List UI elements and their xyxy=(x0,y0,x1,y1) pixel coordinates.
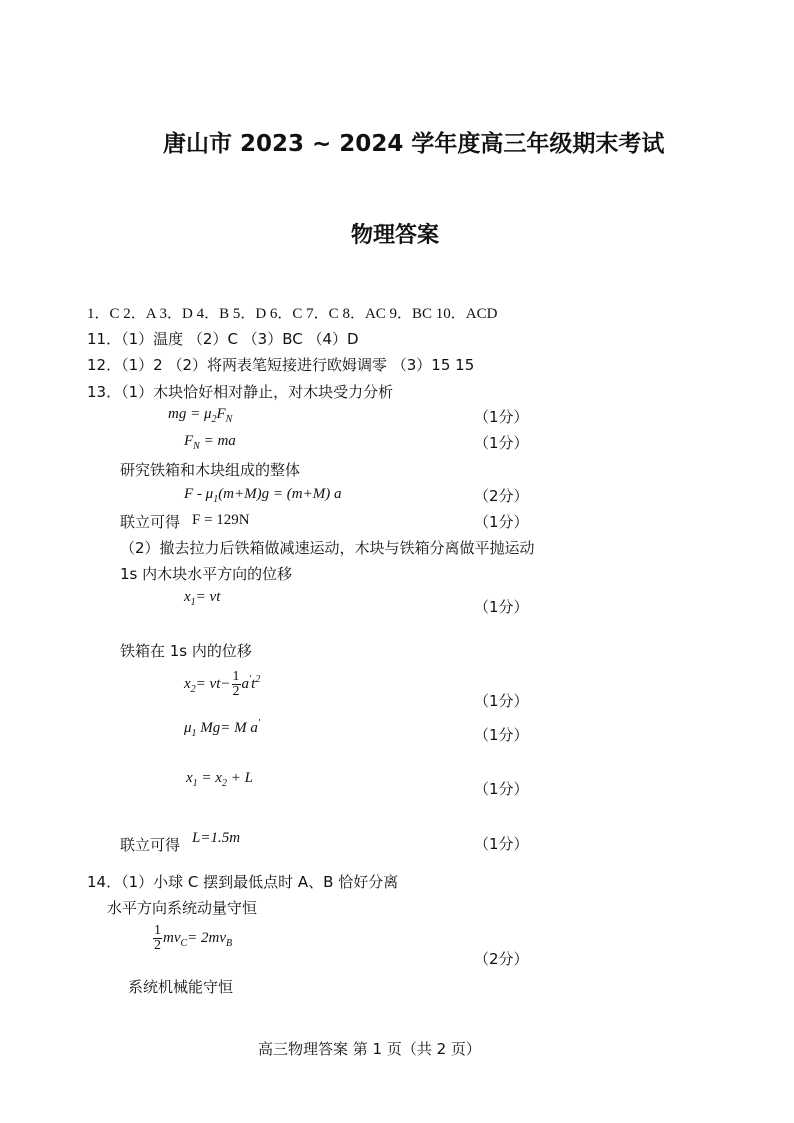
page-subtitle: 物理答案 xyxy=(351,223,440,248)
formula-whole-system: $F - \mu_1(m+M)g = (m+M)$ a xyxy=(184,486,342,505)
score-q13-1: （1分） xyxy=(474,408,529,426)
formula-momentum: $\frac{1}{2}$ $mv_C= 2mv_B$ xyxy=(154,923,233,953)
q13-result1-label: 联立可得 xyxy=(120,513,181,531)
score-q13-8: （1分） xyxy=(474,780,529,798)
score-q13-9: （1分） xyxy=(474,835,529,853)
formula-normal-force: $F_N$ = ma xyxy=(184,433,236,452)
score-q14-1: （2分） xyxy=(474,950,529,968)
answer-line-mc: 1．C 2．A 3．D 4．B 5．D 6．C 7．C 8．AC 9．BC 10．ACD xyxy=(87,306,498,322)
answer-line-q12: 12．（1）2 （2）将两表笔短接进行欧姆调零 （3）15 15 xyxy=(87,356,475,374)
score-q13-3: （2分） xyxy=(474,487,529,505)
q13-part2: （2）撤去拉力后铁箱做减速运动，木块与铁箱分离做平抛运动 xyxy=(120,539,535,557)
page-title: 唐山市 2023 ~ 2024 学年度高三年级期末考试 xyxy=(163,131,665,157)
formula-deceleration: $\mu_1$ Mg= M a' xyxy=(184,718,261,739)
answer-line-q11: 11．（1）温度 （2）C （3）BC （4）D xyxy=(87,330,359,348)
q13-result2-value: L=1.5m xyxy=(192,830,241,846)
q13-block-displacement: 1s 内木块水平方向的位移 xyxy=(120,565,293,583)
q14-intro: 14．（1）小球 C 摆到最低点时 A、B 恰好分离 xyxy=(87,873,399,891)
score-q13-7: （1分） xyxy=(474,726,529,744)
score-q13-2: （1分） xyxy=(474,434,529,452)
q14-momentum: 水平方向系统动量守恒 xyxy=(107,899,258,917)
score-q13-6: （1分） xyxy=(474,692,529,710)
score-q13-5: （1分） xyxy=(474,598,529,616)
q13-whole-system: 研究铁箱和木块组成的整体 xyxy=(120,461,301,479)
formula-x2: $x_2= vt-$ $\frac{1}{2}$ $a't^2$ xyxy=(184,669,261,699)
q13-box-displacement: 铁箱在 1s 内的位移 xyxy=(120,642,252,660)
formula-displacement-relation: $x_1 = x_2 + L$ xyxy=(186,770,253,789)
q13-intro: 13．（1）木块恰好相对静止，对木块受力分析 xyxy=(87,383,394,401)
page-footer: 高三物理答案 第 1 页（共 2 页） xyxy=(258,1040,481,1058)
formula-x1: $x_1=$ vt xyxy=(184,589,221,608)
q14-energy: 系统机械能守恒 xyxy=(128,978,234,996)
q13-result2-label: 联立可得 xyxy=(120,836,181,854)
formula-friction-balance: mg = $\mu_2F_N$ xyxy=(168,406,233,425)
q13-result1-value: F = 129N xyxy=(192,512,250,528)
score-q13-4: （1分） xyxy=(474,513,529,531)
